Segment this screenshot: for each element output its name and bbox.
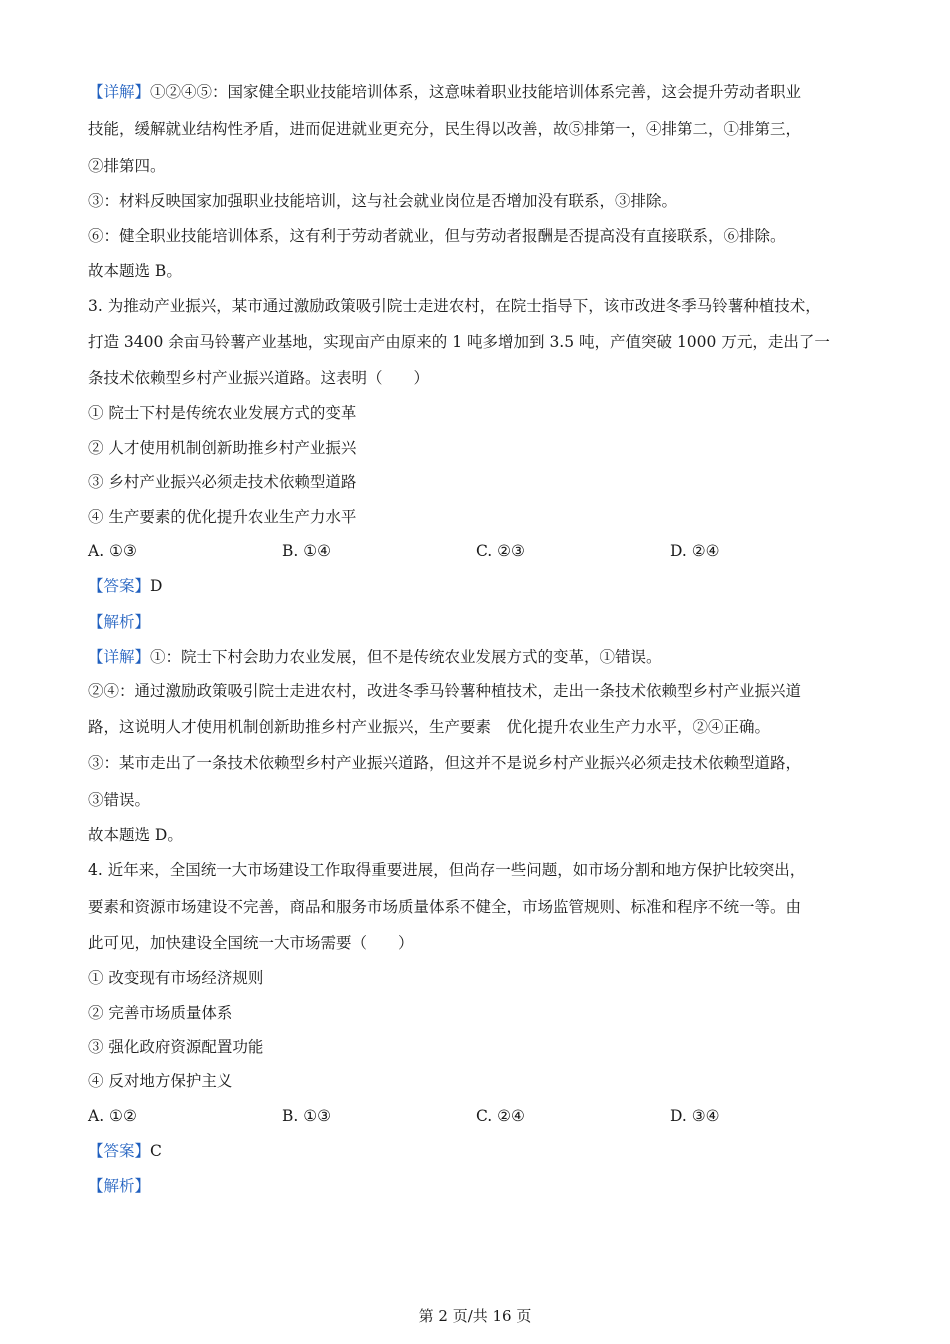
- question-3-options: [88, 541, 878, 561]
- option-a: A. ①③: [88, 542, 137, 560]
- option-a: A. ①②: [88, 1107, 137, 1125]
- question-4-stem: 此可见，加快建设全国统一大市场需要（ ）: [88, 934, 414, 952]
- page-number: 第 2 页/共 16 页: [418, 1307, 532, 1325]
- detail-line: ②④：通过激励政策吸引院士走进农村，改进冬季马铃薯种植技术，走出一条技术依赖型乡村产业振兴道: [88, 682, 802, 700]
- conclusion-line: 故本题选 D。: [88, 826, 183, 844]
- question-3-item-3: ③ 乡村产业振兴必须走技术依赖型道路: [88, 473, 357, 491]
- question-3-stem: 3. 为推动产业振兴，某市通过激励政策吸引院士走进农村，在院士指导下，该市改进冬季马铃薯种植技术，: [88, 297, 821, 315]
- detail-line: ②排第四。: [88, 157, 166, 175]
- option-b: B. ①③: [282, 1107, 332, 1125]
- detail-line: ⑥：健全职业技能培训体系，这有利于劳动者就业，但与劳动者报酬是否提高没有直接联系，⑥排除。: [88, 227, 786, 245]
- question-3-stem: 打造 3400 余亩马铃薯产业基地，实现亩产由原来的 1 吨多增加到 3.5 吨，产值突破 1000 万元，走出了一: [88, 333, 830, 351]
- answer-tag: 【答案】: [88, 577, 151, 595]
- detail-line: 技能，缓解就业结构性矛盾，进而促进就业更充分，民生得以改善，故⑤排第一，④排第二，①排第三，: [88, 120, 802, 138]
- analysis-tag: 【解析】: [88, 1177, 151, 1195]
- question-3-item-2: ② 人才使用机制创新助推乡村产业振兴: [88, 439, 357, 457]
- question-4-item-2: ② 完善市场质量体系: [88, 1004, 233, 1022]
- question-4-answer: [88, 1141, 878, 1161]
- question-4-options: [88, 1106, 878, 1126]
- option-d: D. ②④: [670, 542, 720, 560]
- question-3-answer: [88, 576, 878, 596]
- detail-tag: 【详解】: [88, 648, 151, 666]
- question-4-stem: 要素和资源市场建设不完善，商品和服务市场质量体系不健全，市场监管规则、标准和程序不统一等。由: [88, 898, 802, 916]
- detail-line: 【详解】①：院士下村会助力农业发展，但不是传统农业发展方式的变革，①错误。: [88, 648, 662, 666]
- question-4-stem: 4. 近年来，全国统一大市场建设工作取得重要进展，但尚存一些问题，如市场分割和地方保护比较突出，: [88, 861, 806, 879]
- detail-line: ③：某市走出了一条技术依赖型乡村产业振兴道路，但这并不是说乡村产业振兴必须走技术依赖型道路，: [88, 754, 802, 772]
- detail-tag: 【详解】: [88, 83, 151, 101]
- option-d: D. ③④: [670, 1107, 720, 1125]
- option-c: C. ②④: [476, 1107, 525, 1125]
- detail-line: 路，这说明人才使用机制创新助推乡村产业振兴，生产要素 优化提升农业生产力水平，②④正确。: [88, 718, 771, 736]
- conclusion-line: 故本题选 B。: [88, 262, 182, 280]
- question-3-analysis: [88, 612, 878, 632]
- detail-line: ③：材料反映国家加强职业技能培训，这与社会就业岗位是否增加没有联系，③排除。: [88, 192, 678, 210]
- detail-line: ③错误。: [88, 791, 151, 809]
- option-b: B. ①④: [282, 542, 332, 560]
- option-c: C. ②③: [476, 542, 525, 560]
- analysis-tag: 【解析】: [88, 613, 151, 631]
- question-3-item-4: ④ 生产要素的优化提升农业生产力水平: [88, 508, 357, 526]
- question-4-item-3: ③ 强化政府资源配置功能: [88, 1038, 264, 1056]
- answer-tag: 【答案】: [88, 1142, 151, 1160]
- answer-value: C: [150, 1142, 162, 1160]
- question-3-stem: 条技术依赖型乡村产业振兴道路。这表明（ ）: [88, 369, 430, 387]
- question-3-item-1: ① 院士下村是传统农业发展方式的变革: [88, 404, 357, 422]
- question-4-item-1: ① 改变现有市场经济规则: [88, 969, 264, 987]
- question-4-analysis: [88, 1176, 878, 1196]
- detail-line: 【详解】①②④⑤：国家健全职业技能培训体系，这意味着职业技能培训体系完善，这会提升劳动者职业: [88, 83, 802, 101]
- answer-value: D: [150, 577, 163, 595]
- question-4-item-4: ④ 反对地方保护主义: [88, 1072, 233, 1090]
